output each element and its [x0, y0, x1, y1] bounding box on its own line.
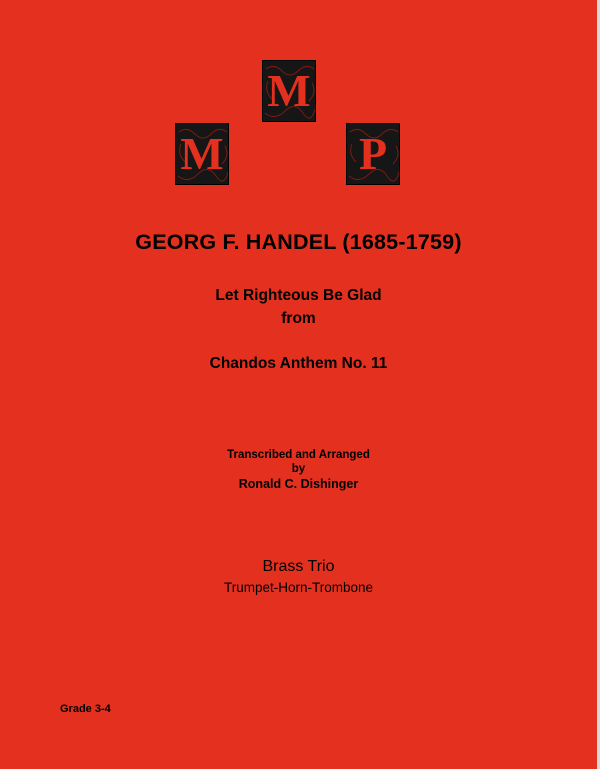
credit-line: Transcribed and Arranged — [227, 449, 370, 461]
by-label: by — [291, 463, 306, 475]
logo-letter: M — [267, 65, 311, 116]
publisher-logo-block-m-left — [175, 123, 229, 185]
ensemble-label: Brass Trio — [262, 558, 335, 575]
instrumentation-label: Trumpet-Horn-Trombone — [223, 580, 374, 595]
grade-label: Grade 3-4 — [60, 703, 111, 715]
arranger-name: Ronald C. Dishinger — [238, 477, 359, 491]
composer-heading: GEORG F. HANDEL (1685-1759) — [135, 230, 462, 254]
publisher-logo-block-m-top — [262, 60, 316, 122]
publisher-logo-block-p — [346, 123, 400, 185]
source-work-title: Chandos Anthem No. 11 — [209, 355, 388, 372]
logo-letter: P — [358, 128, 388, 179]
from-label: from — [281, 310, 316, 327]
logo-letter: M — [180, 128, 224, 179]
piece-title: Let Righteous Be Glad — [215, 287, 382, 304]
